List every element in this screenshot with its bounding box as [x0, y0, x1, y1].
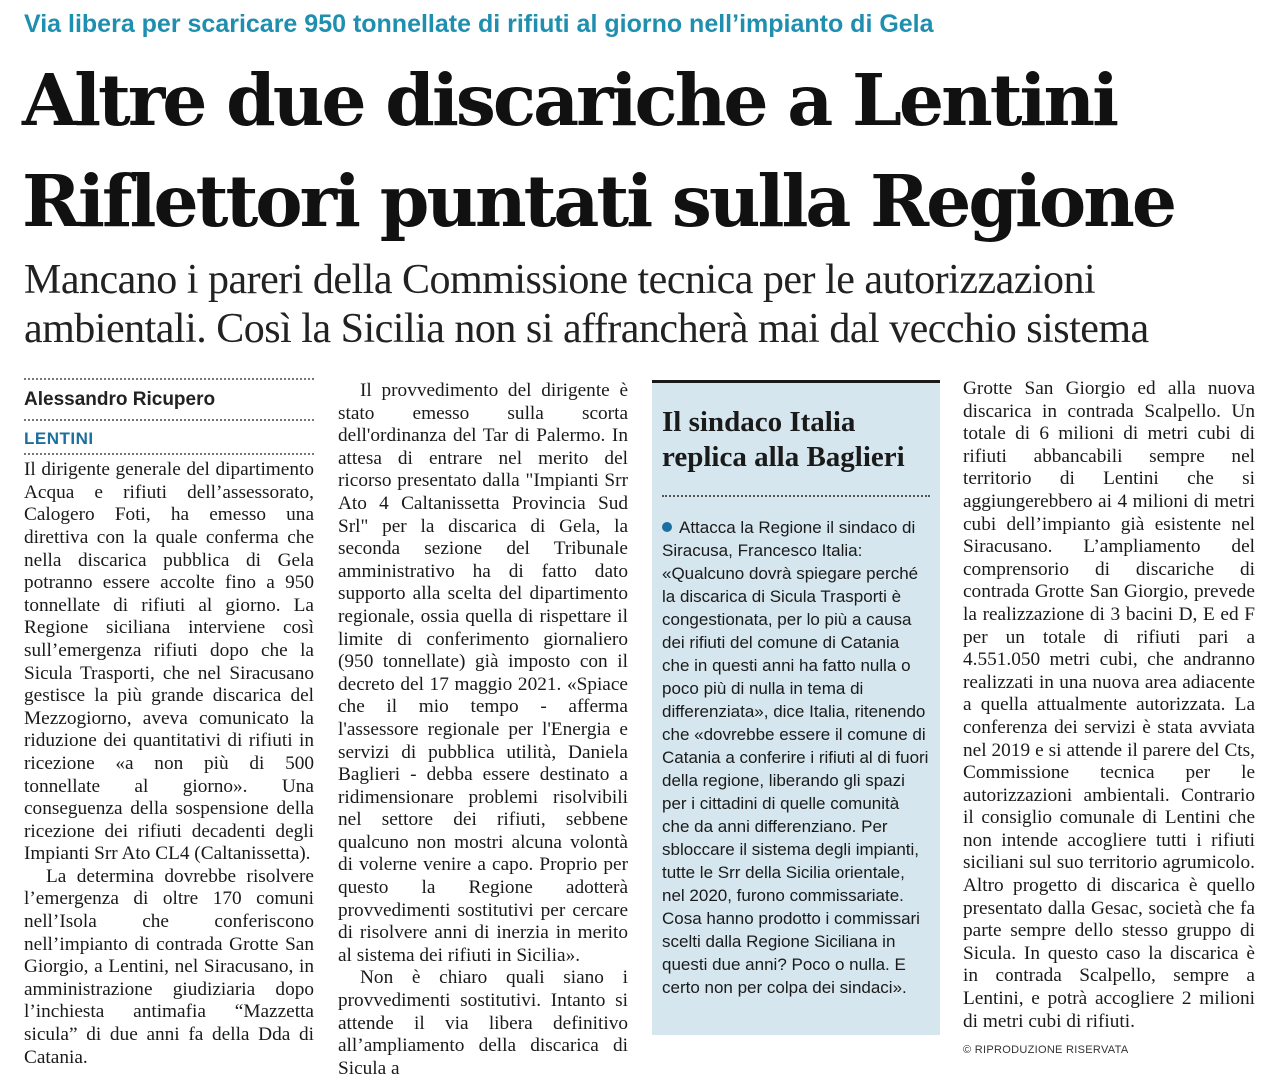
divider: [24, 419, 314, 421]
headline-line-1: Altre due discariche a Lentini: [22, 58, 1117, 142]
article-column-1: [24, 378, 314, 1069]
article-paragraph: Grotte San Giorgio ed alla nuova discarica in contrada Scalpello. Un totale di 6 milioni di metri cubi di rifiuti abbancabili sempre nel territorio di Lentini che si aggiungerebbero ai 4 milioni di metri cubi dell’impianto già esistente nel Siracusano. L’ampliamento del comprensorio di discariche di contrada Grotte San Giorgio, prevede la realizzazione di 3 bacini D, E ed F per un totale di rifiuti pari a 4.551.050 metri cubi, che andranno realizzati in una nuova area adiacente a quella attualmente autorizzata. La conferenza dei servizi è stata avviata nel 2019 e si attende il parere del Cts, Commissione tecnica per le autorizzazioni ambientali. Contrario il consiglio comunale di Lentini che non intende accogliere tutti i rifiuti siciliani sul suo territorio agrumicolo. Altro progetto di discarica è quello presentato dalla Gesac, società che fa parte sempre dello stesso gruppo di Sicula. In questo caso la discarica è in contrada Scalpello, sempre a Lentini, e potrà accogliere 2 milioni di metri cubi di rifiuti.: [963, 378, 1255, 1032]
copyright-credit: © RIPRODUZIONE RISERVATA: [963, 1044, 1129, 1057]
sidebar-title: Il sindaco Italia replica alla Baglieri: [662, 406, 905, 473]
sidebar-divider: [662, 495, 930, 497]
sidebar-text: Attacca la Regione il sindaco di Siracusa, Francesco Italia: «Qualcuno dovrà spiegare perché la discarica di Sicula Trasporti è congestionata, per lo più a causa dei rifiuti del comune di Catania che in questi anni ha fatto nulla o poco più di nulla in tema di differenziata», dice Italia, ritenendo che «dovrebbe essere il comune di Catania a conferire i rifiuti al di fuori della regione, liberando gli spazi per i cittadini di quelle comunità che da anni differenziano. Per sbloccare il sistema degli impianti, tutte le Srr della Sicilia orientale, nel 2020, furono commissariate. Cosa hanno prodotto i commissari scelti dalla Regione Siciliana in questi due anni? Poco o nulla. E certo non per colpa dei sindaci».: [662, 518, 929, 997]
article-paragraph: La determina dovrebbe risolvere l’emergenza di oltre 170 comuni nell’Isola che conferiscono nell’impianto di contrada Grotte San Giorgio, a Lentini, nel Siracusano, in amministrazione giudiziaria dopo l’inchiesta antimafia “Mazzetta sicula” di due anni fa della Dda di Catania.: [24, 865, 314, 1068]
headline-line-2: Riflettori puntati sulla Regione: [22, 159, 1175, 243]
article-paragraph: Il provvedimento del dirigente è stato emesso sulla scorta dell'ordinanza del Tar di Palermo. In attesa di entrare nel merito del ricorso presentato dalla "Impianti Srr Ato 4 Caltanissetta Provincia Sud Srl" per la discarica di Gela, la seconda sezione del Tribunale amministrativo ha di fatto dato supporto alla scelta del dipartimento regionale, ossia quella di rispettare il limite di conferimento giornaliero (950 tonnellate) già imposto con il decreto del 17 maggio 2021. «Spiace che il mio tempo - afferma l'assessore regionale per l'Energia e servizi di pubblica utilità, Daniela Baglieri - debba essere destinato a ridimensionare problemi risolvibili nel settore dei rifiuti, sebbene qualcuno non mostri alcuna volontà di volerne venire a capo. Proprio per questo la Regione adotterà provvedimenti sostitutivi per cercare di risolvere anni di inerzia in merito al sistema dei rifiuti in Sicilia».: [338, 380, 628, 966]
article-column-4: [963, 378, 1255, 1062]
article-paragraph: Non è chiaro quali siano i provvedimenti sostitutivi. Intanto si attende il via libera definitivo all’ampliamento della discarica di Sicula a: [338, 967, 628, 1079]
kicker: Via libera per scaricare 950 tonnellate di rifiuti al giorno nell’impianto di Gela: [24, 10, 934, 38]
sidebar-box: [652, 380, 940, 1035]
divider: [24, 378, 314, 380]
headline: [22, 50, 1262, 252]
subheadline-line-2: ambientali. Così la Sicilia non si affrancherà mai dal vecchio sistema: [24, 306, 1149, 352]
subheadline: [24, 256, 1264, 354]
dateline-place: LENTINI: [24, 428, 94, 448]
sidebar-body: [662, 516, 930, 999]
subheadline-line-1: Mancano i pareri della Commissione tecnica per le autorizzazioni: [24, 257, 1096, 303]
article-paragraph: Il dirigente generale del dipartimento Acqua e rifiuti dell’assessorato, Calogero Foti, ha emesso una direttiva con la quale conferma che nella discarica pubblica di Gela potranno essere accolte fino a 950 tonnellate di rifiuti al giorno. La Regione siciliana interviene così sull’emergenza rifiuti dopo che la Sicula Trasporti, che nel Siracusano gestisce la più grande discarica del Mezzogiorno, aveva comunicato la riduzione dei quantitativi di rifiuti in ricezione «a non più di 500 tonnellate al giorno». Una conseguenza della sospensione della ricezione dei rifiuti decadenti degli Impianti Srr Ato CL4 (Caltanissetta).: [24, 459, 314, 865]
divider: [24, 453, 314, 455]
article-column-2: [338, 380, 628, 1080]
author: Alessandro Ricupero: [24, 389, 216, 410]
bullet-icon: [662, 522, 672, 532]
